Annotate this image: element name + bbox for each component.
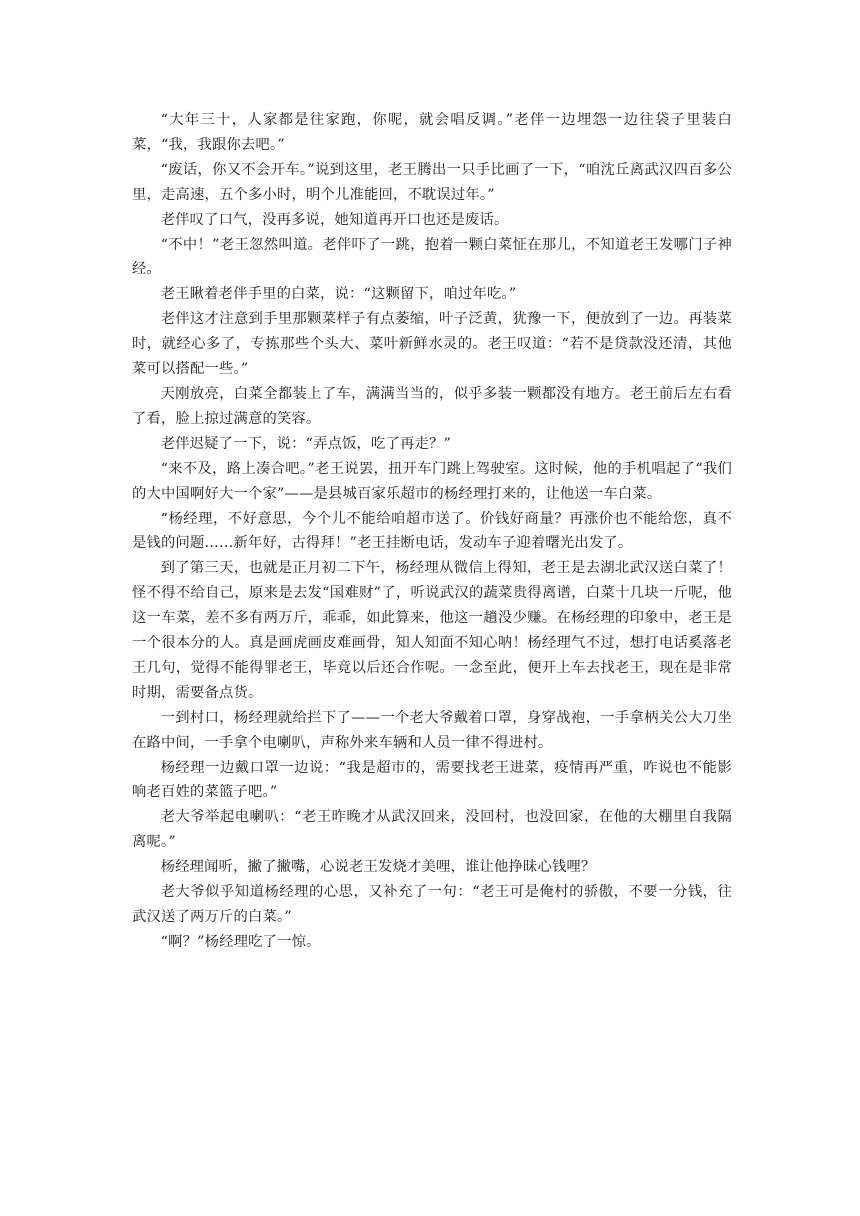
paragraph: “不中！”老王忽然叫道。老伴吓了一跳，抱着一颗白菜怔在那儿，不知道老王发哪门子神经。	[132, 236, 732, 278]
paragraph: “来不及，路上凑合吧。”老王说罢，扭开车门跳上驾驶室。这时候，他的手机唱起了“我们的大中国啊好大一个家”——是县城百家乐超市的杨经理打来的，让他送一车白菜。	[132, 460, 732, 502]
paragraph: 老伴叹了口气，没再多说，她知道再开口也还是废话。	[160, 211, 509, 228]
paragraph: 天刚放亮，白菜全都装上了车，满满当当的，似乎多装一颗都没有地方。老王前后左右看了看，脸上掠过满意的笑容。	[132, 385, 732, 427]
paragraph: “大年三十，人家都是往家跑，你呢，就会唱反调。”老伴一边埋怨一边往袋子里装白菜，“我，我跟你去吧。”	[132, 112, 732, 153]
paragraph: 到了第三天，也就是正月初二下午，杨经理从微信上得知，老王是去湖北武汉送白菜了！怪不得不给自己，原来是去发“国难财”了，听说武汉的蔬菜贵得离谱，白菜十几块一斤呢，他这一车菜，差不多有两万斤，乖乖，如此算来，他这一趟没少赚。在杨经理的印象中，老王是一个很本分的人。真是画虎画皮难画骨，知人知面不知心呐！杨经理气不过，想打电话奚落老王几句，觉得不能得罪老王，毕竟以后还合作呢。一念至此，便开上车去找老王，现在是非常时期，需要备点货。	[132, 560, 732, 701]
paragraph: 杨经理闻听，撇了撇嘴，心说老王发烧才美哩，谁让他挣昧心钱哩？	[160, 859, 596, 876]
paragraph: 老伴迟疑了一下，说：“弄点饭，吃了再走？”	[160, 435, 452, 452]
paragraph: “啊？”杨经理吃了一惊。	[160, 933, 321, 950]
paragraph: 一到村口，杨经理就给拦下了——一个老大爷戴着口罩，身穿战袍，一手拿柄关公大刀坐在路中间，一手拿个电喇叭，声称外来车辆和人员一律不得进村。	[132, 709, 732, 751]
paragraph: 老伴这才注意到手里那颗菜样子有点萎缩，叶子泛黄，犹豫一下，便放到了一边。再装菜时，就经心多了，专拣那些个头大、菜叶新鲜水灵的。老王叹道：“若不是贷款没还清，其他菜可以搭配一些。”	[132, 311, 732, 378]
paragraph: 杨经理一边戴口罩一边说：“我是超市的，需要找老王进菜，疫情再严重，咋说也不能影响老百姓的菜篮子吧。”	[132, 759, 732, 801]
paragraph: “杨经理，不好意思，今个儿不能给咱超市送了。价钱好商量？再涨价也不能给您，真不是钱的问题……新年好，古得拜！”老王挂断电话，发动车子迎着曙光出发了。	[132, 510, 732, 552]
paragraph: 老大爷举起电喇叭：“老王昨晚才从武汉回来，没回村，也没回家，在他的大棚里自我隔离呢。”	[132, 809, 732, 851]
paragraph: “废话，你又不会开车。”说到这里，老王腾出一只手比画了一下，“咱沈丘离武汉四百多公里，走高速，五个多小时，明个儿准能回，不耽误过年。”	[132, 161, 732, 203]
paragraph: 老王瞅着老伴手里的白菜，说：“这颗留下，咱过年吃。”	[160, 286, 517, 303]
paragraph: 老大爷似乎知道杨经理的心思，又补充了一句：“老王可是俺村的骄傲，不要一分钱，往武汉送了两万斤的白菜。”	[132, 884, 732, 925]
story-text	[132, 108, 732, 955]
